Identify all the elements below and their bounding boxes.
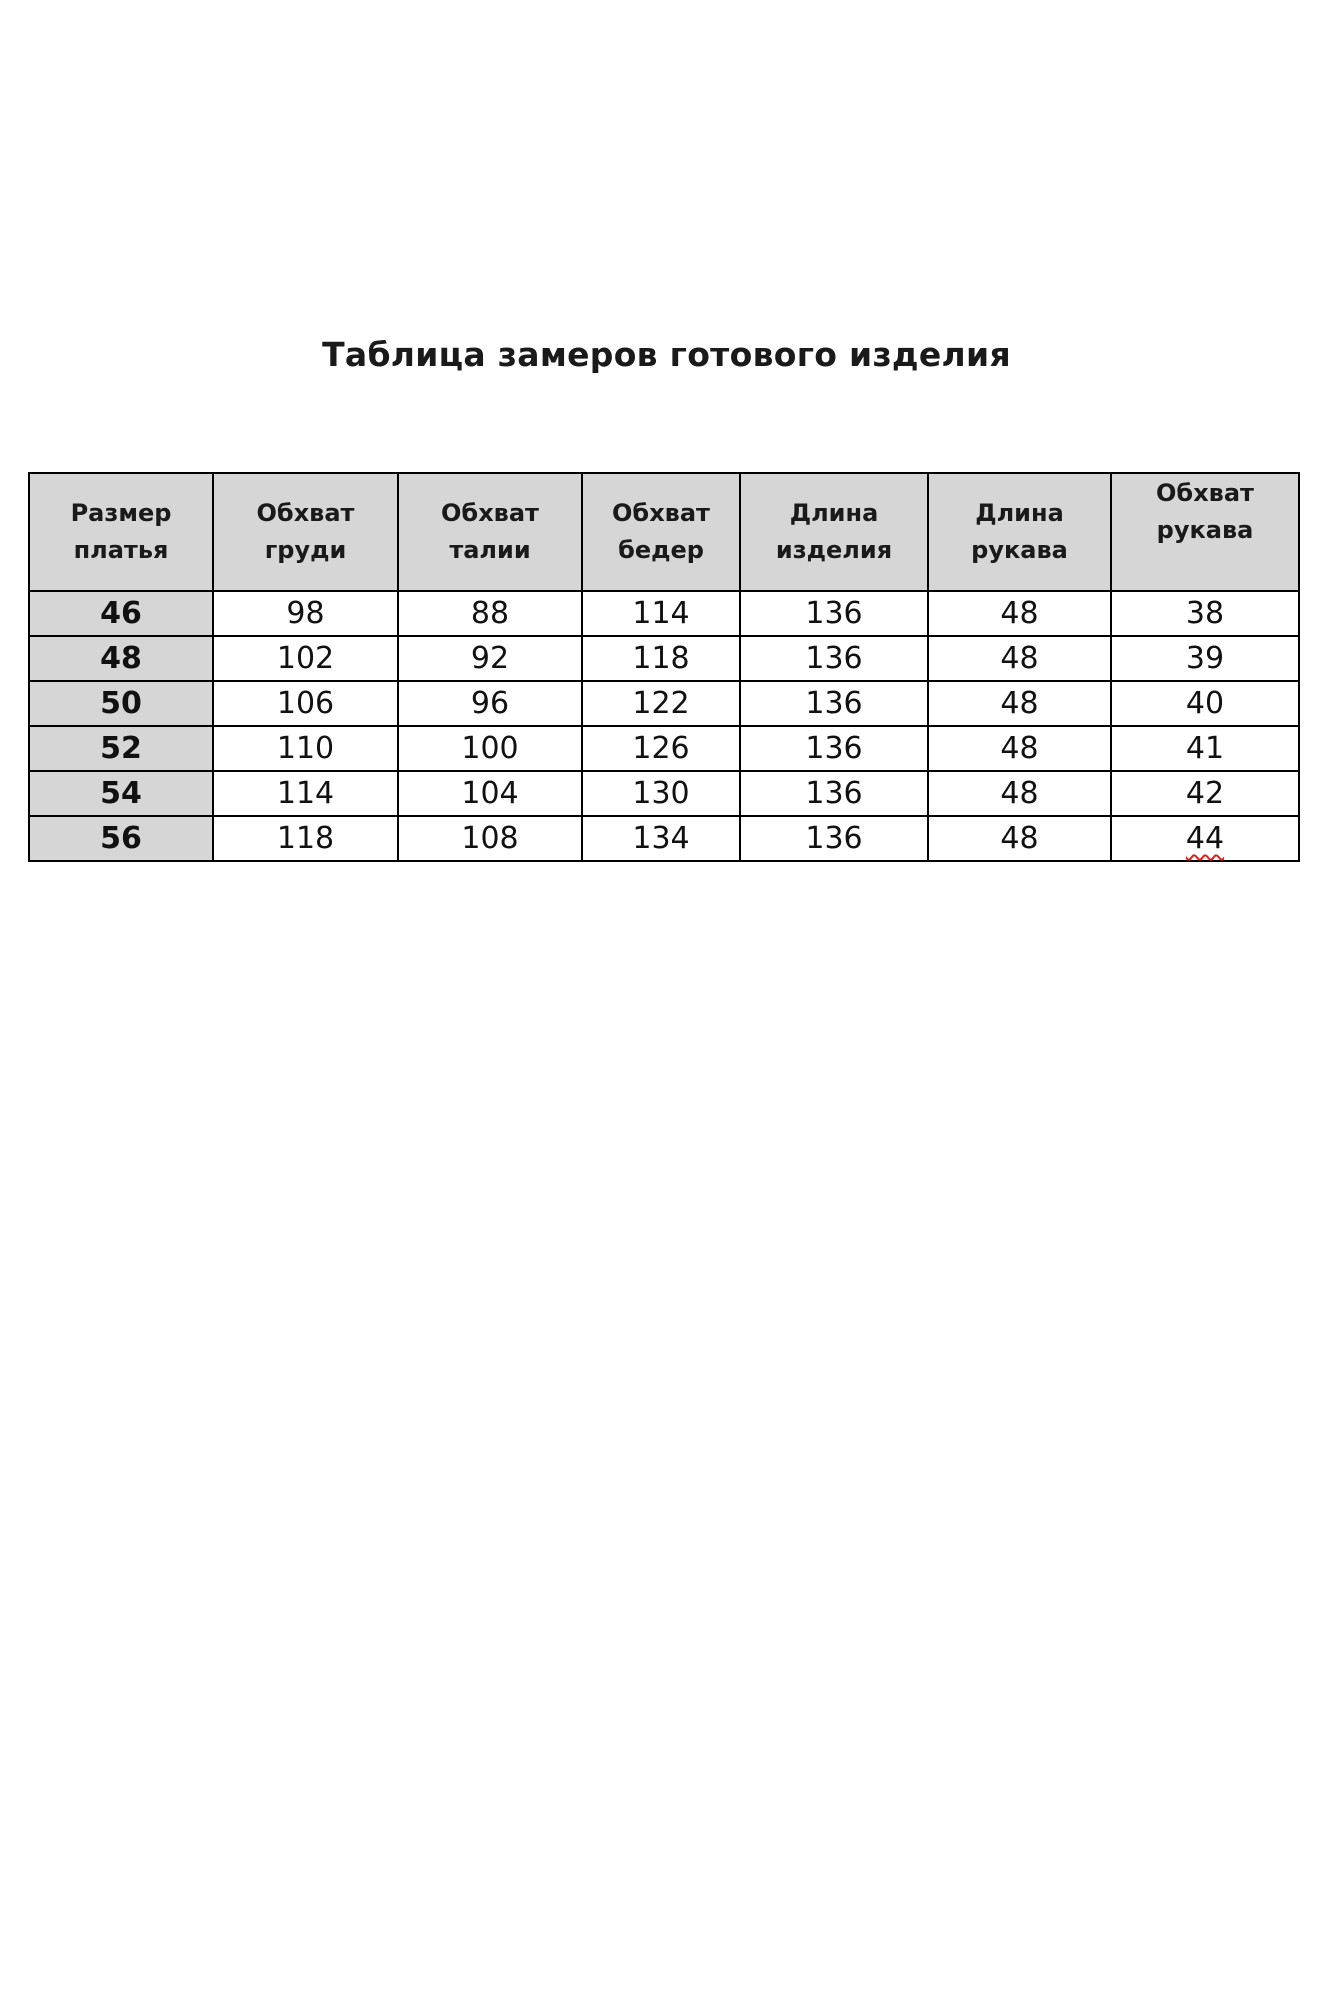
table-row bbox=[29, 591, 1299, 636]
table-cell: 38 bbox=[1111, 591, 1299, 636]
table-cell: 114 bbox=[213, 771, 398, 816]
header-line: Размер bbox=[70, 499, 172, 527]
header-chest-girth bbox=[213, 473, 398, 591]
header-garment-length bbox=[740, 473, 928, 591]
header-line: Длина bbox=[789, 499, 879, 527]
header-line: рукава bbox=[971, 536, 1068, 564]
header-line: изделия bbox=[775, 536, 893, 564]
header-hip-girth bbox=[582, 473, 740, 591]
table-row bbox=[29, 726, 1299, 771]
header-line: Длина bbox=[975, 499, 1064, 527]
header-sleeve-girth bbox=[1111, 473, 1299, 591]
table-header-row bbox=[29, 473, 1299, 591]
table-cell: 130 bbox=[582, 771, 740, 816]
header-line: талии bbox=[449, 536, 531, 564]
table-cell bbox=[1111, 816, 1299, 861]
table-cell: 118 bbox=[213, 816, 398, 861]
table-cell: 122 bbox=[582, 681, 740, 726]
header-line: Обхват bbox=[1156, 479, 1254, 507]
header-line: груди bbox=[264, 536, 347, 564]
size-cell: 56 bbox=[29, 816, 213, 861]
table-cell: 48 bbox=[928, 681, 1111, 726]
header-line: рукава bbox=[1156, 516, 1254, 544]
spellcheck-underlined-value: 44 bbox=[1185, 821, 1225, 856]
table-cell: 40 bbox=[1111, 681, 1299, 726]
header-waist-girth bbox=[398, 473, 582, 591]
table-cell: 106 bbox=[213, 681, 398, 726]
table-cell: 48 bbox=[928, 636, 1111, 681]
table-cell: 98 bbox=[213, 591, 398, 636]
table-cell: 136 bbox=[740, 681, 928, 726]
table-cell: 48 bbox=[928, 816, 1111, 861]
table-cell: 136 bbox=[740, 591, 928, 636]
header-dress-size bbox=[29, 473, 213, 591]
header-line: бедер bbox=[618, 536, 704, 564]
table-cell: 114 bbox=[582, 591, 740, 636]
table-row bbox=[29, 771, 1299, 816]
size-cell: 48 bbox=[29, 636, 213, 681]
table-cell: 102 bbox=[213, 636, 398, 681]
header-line: Обхват bbox=[441, 499, 539, 527]
size-cell: 50 bbox=[29, 681, 213, 726]
size-cell: 46 bbox=[29, 591, 213, 636]
table-cell: 48 bbox=[928, 726, 1111, 771]
table-cell: 88 bbox=[398, 591, 582, 636]
table-cell: 42 bbox=[1111, 771, 1299, 816]
table-cell: 92 bbox=[398, 636, 582, 681]
table-cell: 110 bbox=[213, 726, 398, 771]
header-line: Обхват bbox=[256, 499, 355, 527]
size-chart-table bbox=[28, 472, 1300, 862]
header-line: платья bbox=[73, 536, 169, 564]
table-cell: 48 bbox=[928, 591, 1111, 636]
table-cell: 118 bbox=[582, 636, 740, 681]
table-cell: 108 bbox=[398, 816, 582, 861]
table-cell: 104 bbox=[398, 771, 582, 816]
table-cell: 134 bbox=[582, 816, 740, 861]
table-cell: 136 bbox=[740, 771, 928, 816]
table-row bbox=[29, 816, 1299, 861]
table-row bbox=[29, 681, 1299, 726]
table-cell: 136 bbox=[740, 816, 928, 861]
table-cell: 39 bbox=[1111, 636, 1299, 681]
table-cell: 136 bbox=[740, 636, 928, 681]
size-cell: 52 bbox=[29, 726, 213, 771]
page-title: Таблица замеров готового изделия bbox=[322, 335, 1011, 374]
table-cell: 136 bbox=[740, 726, 928, 771]
header-line: Обхват bbox=[612, 499, 710, 527]
table-cell: 96 bbox=[398, 681, 582, 726]
table-row bbox=[29, 636, 1299, 681]
table-cell: 126 bbox=[582, 726, 740, 771]
header-sleeve-length bbox=[928, 473, 1111, 591]
table-cell: 48 bbox=[928, 771, 1111, 816]
size-cell: 54 bbox=[29, 771, 213, 816]
table-cell: 41 bbox=[1111, 726, 1299, 771]
table-cell: 100 bbox=[398, 726, 582, 771]
